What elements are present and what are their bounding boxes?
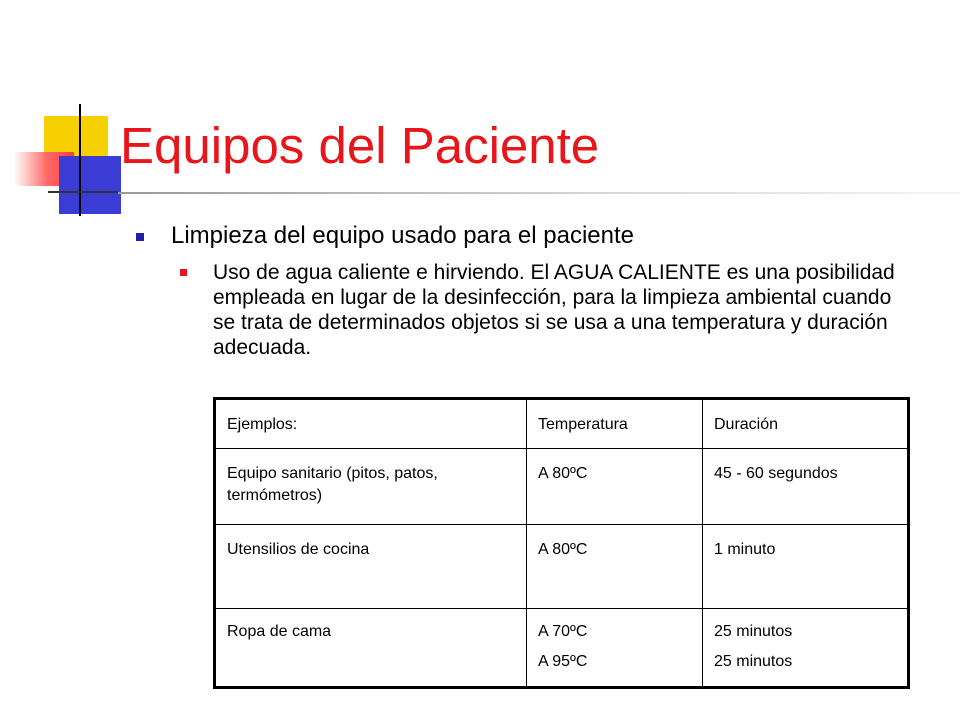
cell-duration (703, 449, 909, 525)
square-bullet-icon (180, 269, 187, 276)
cell-duration (703, 609, 909, 688)
sub-bullet-text: Uso de agua caliente e hirviendo. El AGUA CALIENTE es una posibilidad empleada en lugar de la desinfección, para la limpieza ambiental cuando se trata de determinados objetos si se usa a una temperatura y duración adecuada. (213, 261, 895, 359)
cell-temperature (527, 525, 703, 609)
table-row (215, 525, 909, 609)
slide-title: Equipos del Paciente (120, 117, 600, 174)
bullet-text: Limpieza del equipo usado para el paciente (171, 222, 634, 249)
duration-value: 25 minutos (714, 623, 793, 640)
cell-temperature (527, 449, 703, 525)
table-row (215, 609, 909, 688)
decor-vertical-line (79, 104, 81, 216)
header-cell-examples: Ejemplos: (215, 399, 527, 449)
temperature-value: A 70ºC (538, 623, 588, 640)
header-cell-duration: Duración (703, 399, 909, 449)
duration-value: 45 - 60 segundos (714, 465, 838, 482)
duration-value: 1 minuto (714, 541, 776, 558)
square-bullet-icon (136, 233, 144, 241)
cell-item: Ropa de cama (215, 609, 527, 688)
cell-temperature (527, 609, 703, 688)
temperature-value: A 80ºC (538, 541, 588, 558)
temperature-value: A 80ºC (538, 465, 588, 482)
decor-blue-square (59, 156, 121, 214)
table-header-row (215, 399, 909, 449)
cell-item: Equipo sanitario (pitos, patos, termómetros) (215, 449, 527, 525)
temperature-table (213, 397, 910, 689)
title-underline (118, 192, 960, 194)
cell-duration (703, 525, 909, 609)
table-row (215, 449, 909, 525)
duration-value: 25 minutos (714, 653, 793, 670)
decor-horizontal-line (48, 191, 118, 193)
cell-item: Utensilios de cocina (215, 525, 527, 609)
temperature-value: A 95ºC (538, 653, 588, 670)
header-cell-temperature: Temperatura (527, 399, 703, 449)
